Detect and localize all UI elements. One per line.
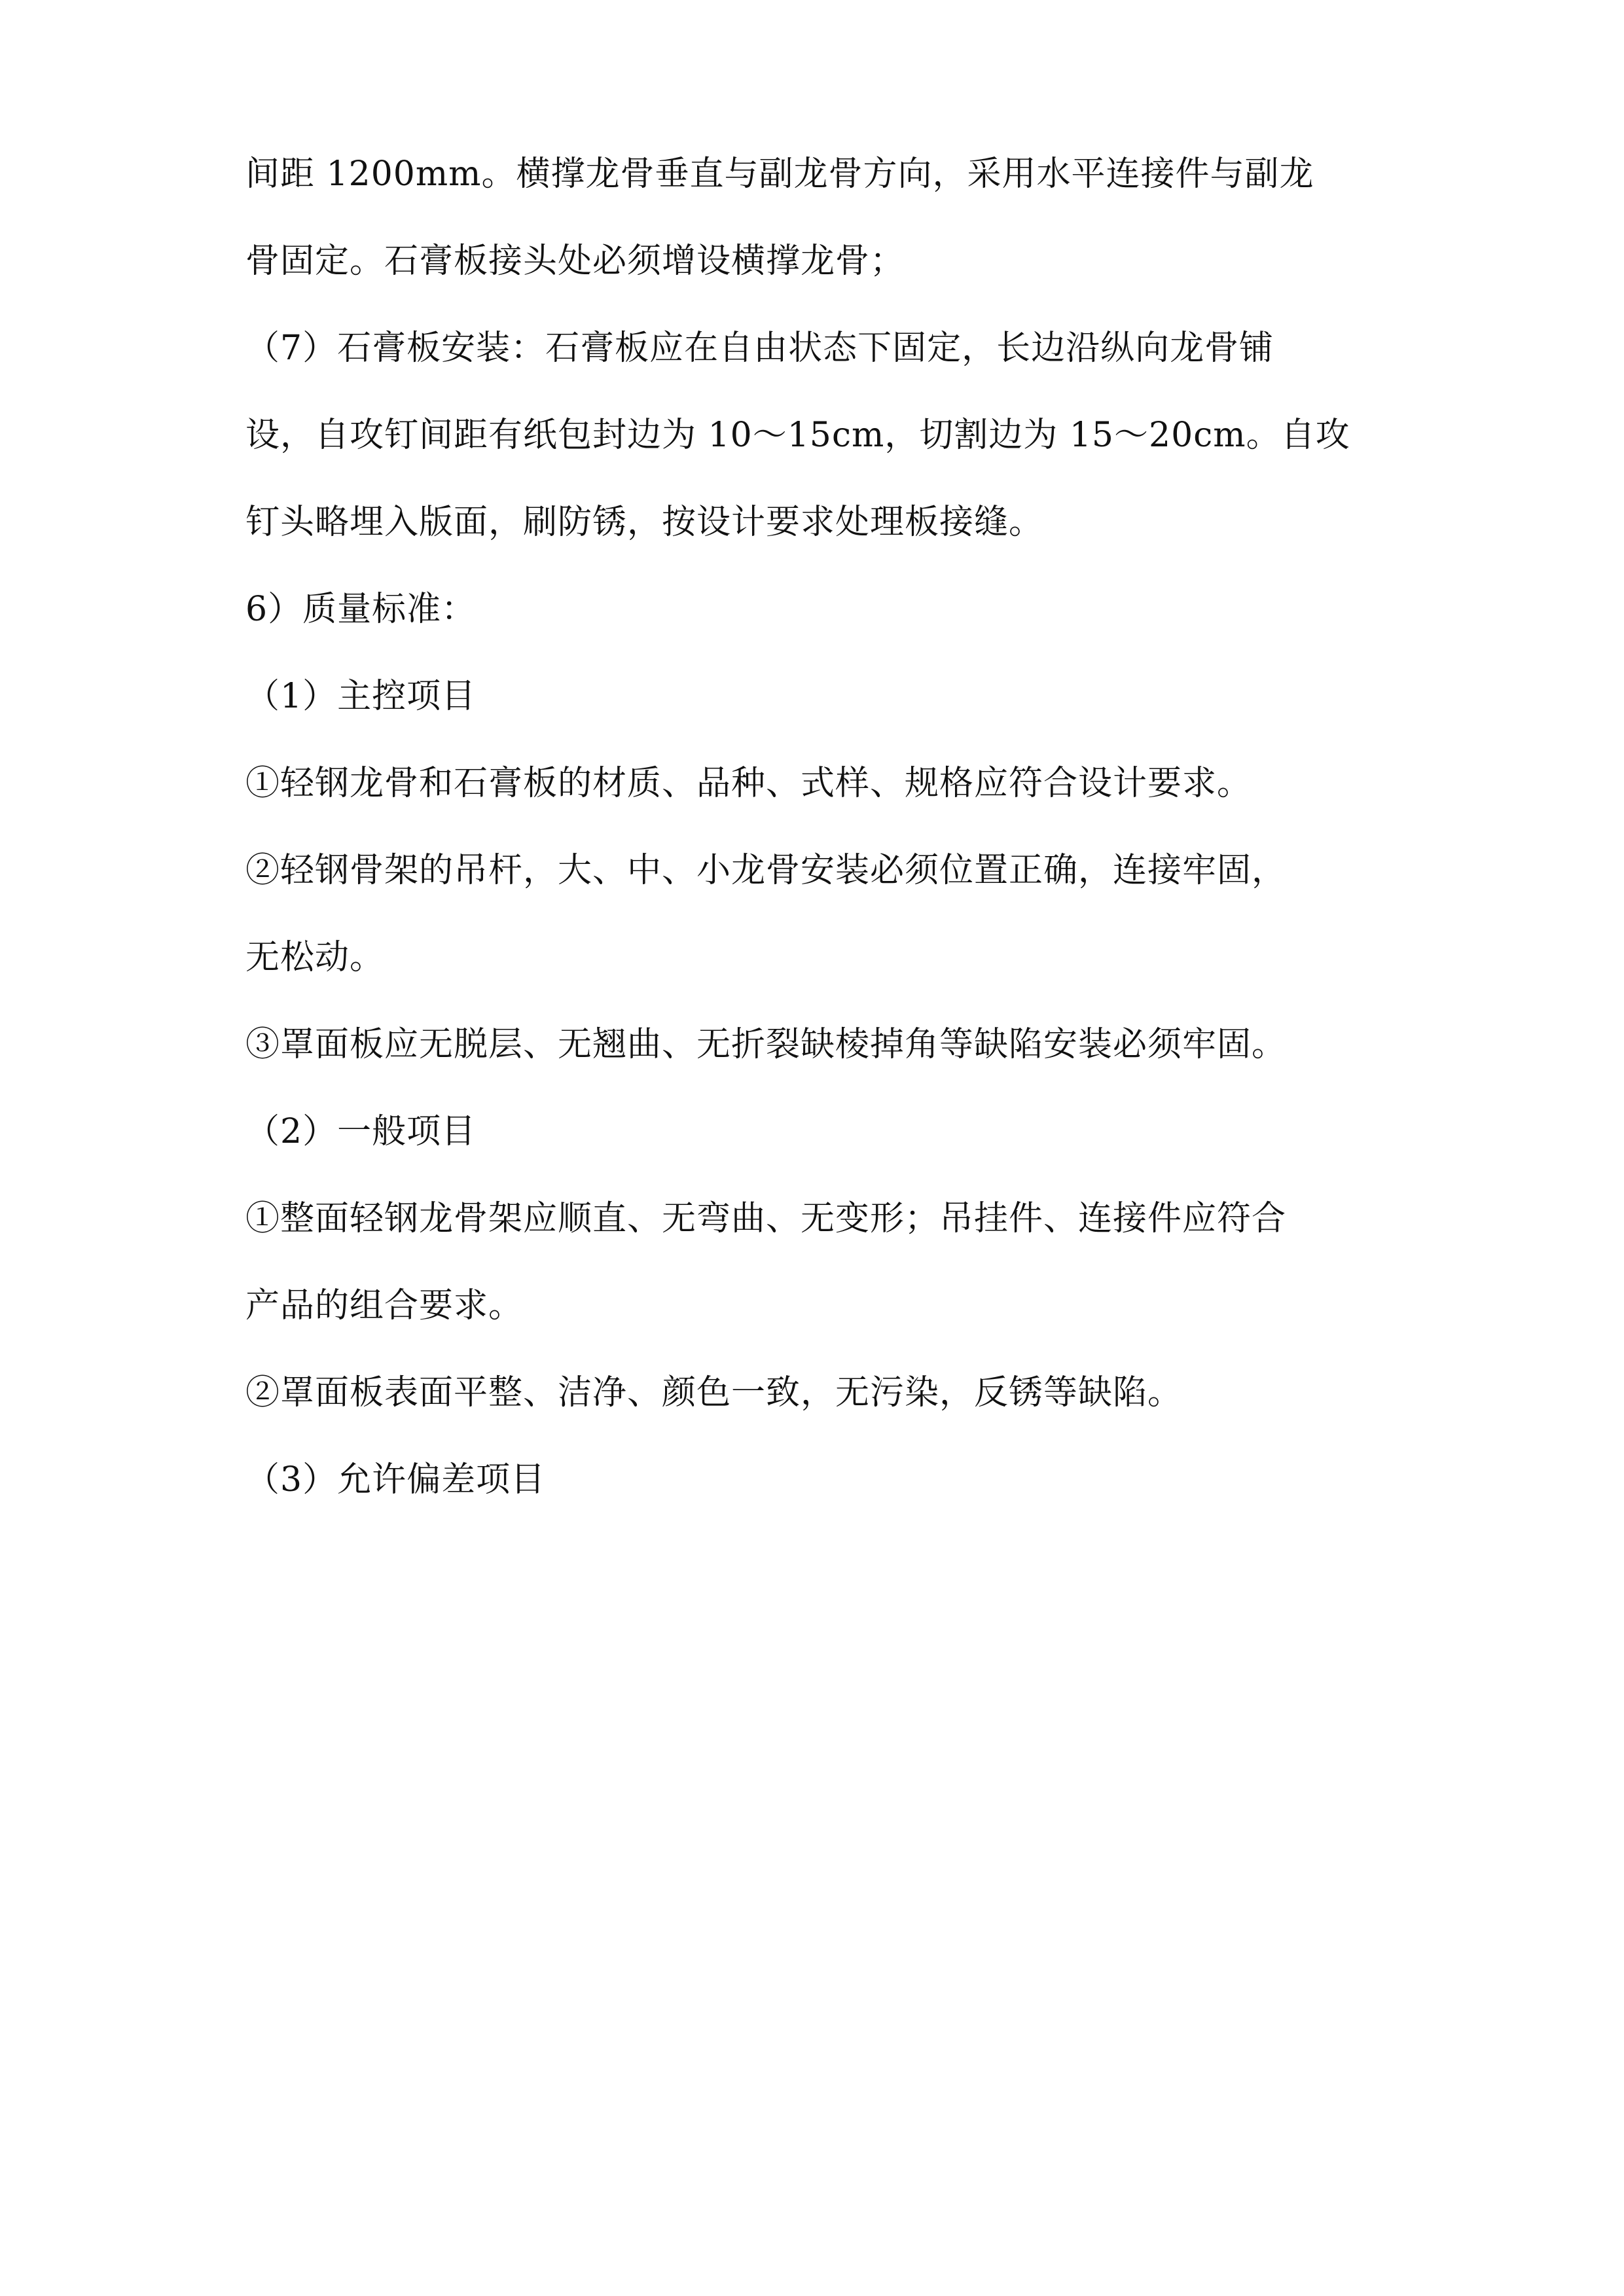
text-line: 钉头略埋入版面，刷防锈，按设计要求处理板接缝。: [245, 503, 1044, 542]
text-line: 设，自攻钉间距有纸包封边为 10～15cm，切割边为 15～20cm。自攻: [245, 416, 1350, 455]
text-line: 产品的组合要求。: [245, 1286, 524, 1325]
list-item: ①轻钢龙骨和石膏板的材质、品种、式样、规格应符合设计要求。: [245, 764, 1252, 803]
text-line: 骨固定。石膏板接头处必须增设横撑龙骨；: [245, 242, 905, 281]
text-line: 间距 1200mm。横撑龙骨垂直与副龙骨方向，采用水平连接件与副龙: [245, 154, 1314, 194]
text-line: （7）石膏板安装：石膏板应在自由状态下固定，长边沿纵向龙骨铺: [245, 329, 1274, 368]
subsection-heading: （2）一般项目: [245, 1112, 477, 1151]
list-item: ①整面轻钢龙骨架应顺直、无弯曲、无变形；吊挂件、连接件应符合: [245, 1199, 1287, 1238]
document-body: [245, 131, 1384, 1524]
text-line: 无松动。: [245, 938, 385, 977]
subsection-heading: （1）主控项目: [245, 677, 477, 716]
list-item: ②轻钢骨架的吊杆，大、中、小龙骨安装必须位置正确，连接牢固，: [245, 851, 1287, 890]
list-item: ③罩面板应无脱层、无翘曲、无折裂缺棱掉角等缺陷安装必须牢固。: [245, 1025, 1287, 1064]
section-heading: 6）质量标准：: [245, 590, 477, 629]
list-item: ②罩面板表面平整、洁净、颜色一致，无污染，反锈等缺陷。: [245, 1373, 1183, 1412]
subsection-heading: （3）允许偏差项目: [245, 1460, 546, 1499]
